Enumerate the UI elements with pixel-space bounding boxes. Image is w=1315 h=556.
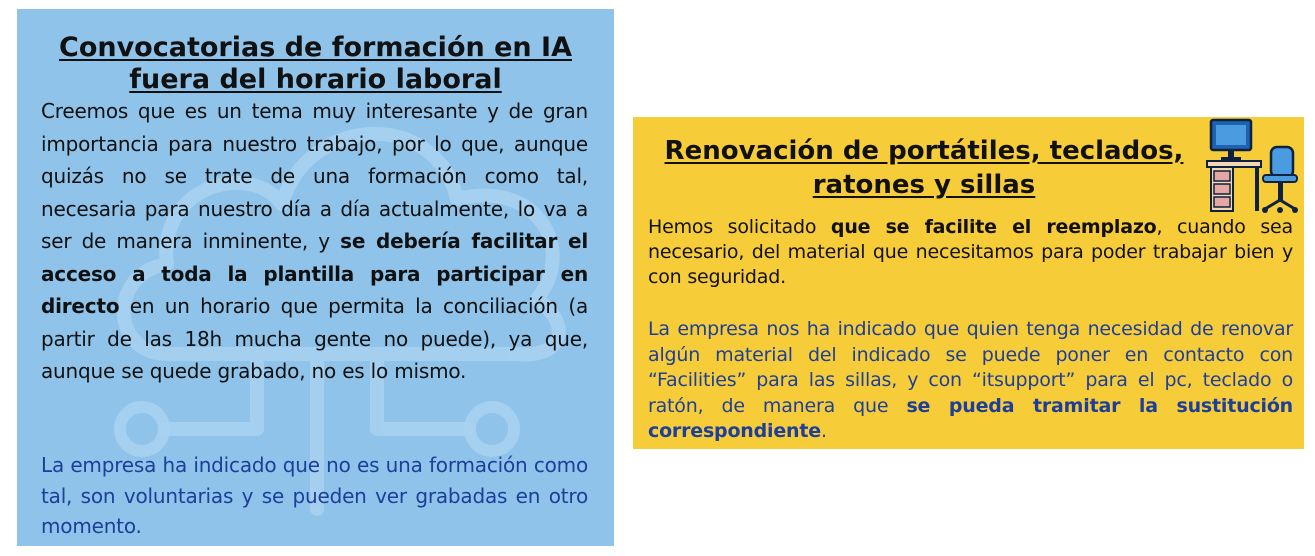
equipment-renewal-title-line2: ratones y sillas [812, 170, 1036, 200]
equipment-renewal-body-emphasis: que se facilite el reemplazo [830, 216, 1157, 238]
equipment-renewal-title [633, 134, 1215, 202]
equipment-renewal-body-text: Hemos solicitado [648, 216, 831, 238]
equipment-renewal-company-response [648, 317, 1293, 445]
desk-workstation-icon [1205, 117, 1303, 217]
equipment-renewal-body [648, 215, 1293, 290]
ia-training-title-line2: fuera del horario laboral [129, 64, 502, 95]
equipment-renewal-title-line1: Renovación de portátiles, teclados, [664, 136, 1184, 166]
equipment-renewal-note-text: La empresa nos ha indicado que quien tenga necesidad de renovar algún material del indicado se puede poner en contacto con “Facilities” para las sillas, y con “itsupport” para el pc, teclado o ratón, de manera que [648, 318, 1293, 417]
equipment-renewal-note-end: . [820, 420, 827, 442]
ia-training-body-text: Creemos que es un tema muy interesante y de gran importancia para nuestro trabajo, por lo que, aunque quizás no se trate de una formación como tal, necesaria para nuestro día a día actualmente, lo va a ser de manera inminente, y [41, 99, 588, 253]
ia-training-title-line1: Convocatorias de formación en IA [59, 32, 572, 63]
ia-training-body-emphasis: se debería facilitar el acceso a toda la plantilla para participar en directo [41, 229, 588, 318]
equipment-renewal-note-emphasis: se pueda tramitar la sustitución correspondiente [648, 394, 1293, 442]
ia-training-body-text-end: en un horario que permita la conciliación (a partir de las 18h mucha gente no puede), ya que, aunque se quede grabado, no es lo mismo. [41, 294, 588, 383]
ia-training-company-response: La empresa ha indicado que no es una formación como tal, son voluntarias y se pueden ver grabadas en otro momento. [41, 453, 588, 538]
ia-training-panel [17, 9, 614, 546]
equipment-renewal-panel [633, 117, 1304, 449]
ia-training-body [41, 95, 588, 388]
equipment-renewal-body-text-end: , cuando sea necesario, del material que necesitamos para poder trabajar bien y con seguridad. [648, 216, 1293, 288]
ia-training-title [17, 32, 614, 96]
